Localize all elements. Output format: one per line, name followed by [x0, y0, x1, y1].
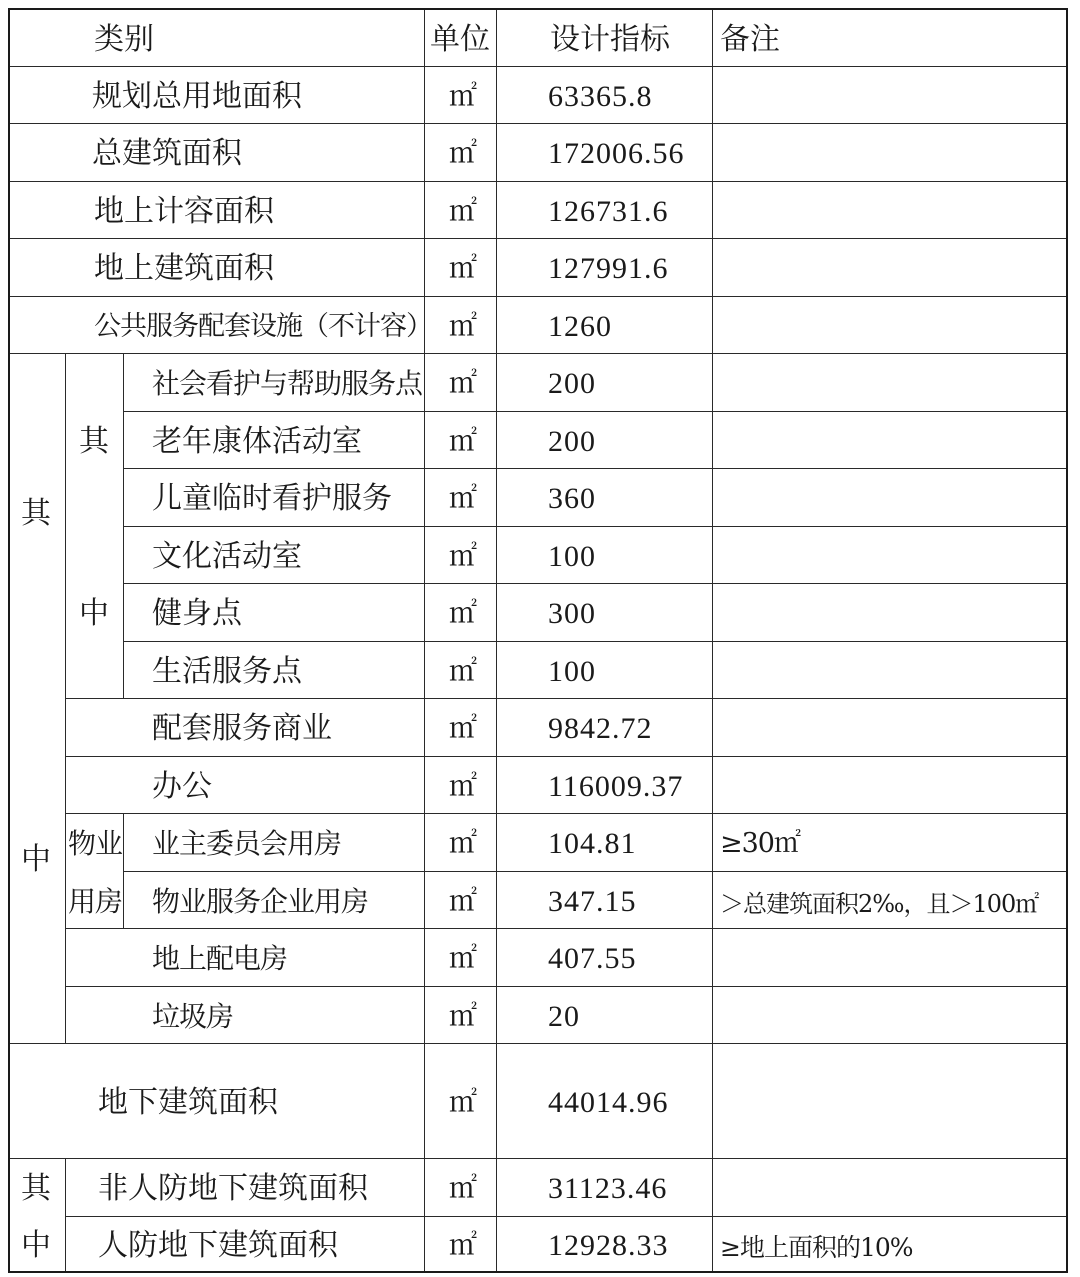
row-unit: ㎡ — [449, 886, 478, 917]
row-value: 200 — [548, 425, 596, 458]
row-divider — [65, 986, 1068, 987]
row-divider — [65, 1216, 1068, 1217]
row-divider — [65, 756, 1068, 757]
column-divider — [712, 10, 713, 1273]
row-unit: ㎡ — [449, 771, 478, 802]
column-divider — [123, 813, 124, 928]
row-unit: ㎡ — [449, 1087, 478, 1118]
row-divider — [10, 181, 1068, 182]
row-unit: ㎡ — [449, 311, 478, 342]
group-label-under-zhong: 中 — [21, 1228, 51, 1263]
row-unit: ㎡ — [449, 483, 478, 514]
group-label-outer-qi: 其 — [21, 496, 51, 531]
group-label-property-line2: 用房 — [68, 885, 123, 918]
row-unit: ㎡ — [449, 713, 478, 744]
row-remark: ≥30㎡ — [720, 828, 800, 859]
column-divider — [424, 10, 425, 1273]
header-category: 类别 — [94, 22, 154, 57]
row-divider — [10, 353, 1068, 354]
row-label: 非人防地下建筑面积 — [98, 1171, 368, 1206]
row-value: 300 — [548, 597, 596, 630]
header-remarks: 备注 — [720, 22, 780, 57]
row-label: 健身点 — [152, 596, 242, 631]
row-value: 100 — [548, 540, 596, 573]
row-unit: ㎡ — [449, 81, 478, 112]
group-label-property-line1: 物业 — [68, 827, 123, 860]
row-label: 办公 — [152, 769, 212, 804]
column-divider — [123, 353, 124, 698]
row-unit: ㎡ — [449, 368, 478, 399]
row-value: 407.55 — [548, 942, 637, 975]
row-unit: ㎡ — [449, 1001, 478, 1032]
row-label: 地上配电房 — [152, 942, 288, 975]
row-divider — [123, 411, 1068, 412]
header-design-index: 设计指标 — [550, 22, 670, 57]
row-value: 100 — [548, 655, 596, 688]
row-value: 127991.6 — [548, 252, 669, 285]
row-value: 360 — [548, 482, 596, 515]
row-divider — [123, 468, 1068, 469]
row-unit: ㎡ — [449, 1230, 478, 1261]
row-remark: ≥地上面积的10% — [720, 1233, 913, 1262]
row-value: 20 — [548, 1000, 580, 1033]
row-value: 9842.72 — [548, 712, 653, 745]
row-label: 配套服务商业 — [152, 711, 332, 746]
row-unit: ㎡ — [449, 426, 478, 457]
column-divider — [65, 1158, 66, 1273]
row-unit: ㎡ — [449, 656, 478, 687]
row-label: 垃圾房 — [152, 1000, 234, 1033]
row-divider — [10, 1158, 1068, 1159]
row-label: 地上计容面积 — [94, 194, 274, 229]
row-label: 人防地下建筑面积 — [98, 1228, 338, 1263]
row-divider — [10, 238, 1068, 239]
row-divider — [123, 871, 1068, 872]
row-label: 社会看护与帮助服务点 — [152, 367, 423, 400]
row-value: 104.81 — [548, 827, 637, 860]
row-divider — [65, 928, 1068, 929]
row-label: 规划总用地面积 — [92, 79, 302, 114]
row-label: 生活服务点 — [152, 654, 302, 689]
row-value: 44014.96 — [548, 1086, 669, 1119]
column-divider — [496, 10, 497, 1273]
row-remark: ＞总建筑面积2‰，且＞100㎡ — [720, 890, 1039, 918]
row-divider — [123, 526, 1068, 527]
row-unit: ㎡ — [449, 196, 478, 227]
row-divider — [123, 583, 1068, 584]
row-value: 12928.33 — [548, 1229, 669, 1262]
row-divider — [10, 66, 1068, 67]
row-unit: ㎡ — [449, 1173, 478, 1204]
row-unit: ㎡ — [449, 541, 478, 572]
group-label-outer-zhong: 中 — [21, 842, 51, 877]
row-value: 116009.37 — [548, 770, 684, 803]
column-divider — [65, 353, 66, 1043]
row-value: 347.15 — [548, 885, 637, 918]
group-label-under-qi: 其 — [21, 1171, 51, 1206]
group-label-inner-qi: 其 — [79, 424, 109, 459]
row-unit: ㎡ — [449, 943, 478, 974]
group-label-inner-zhong: 中 — [79, 596, 109, 631]
row-label: 地下建筑面积 — [98, 1085, 278, 1120]
row-value: 31123.46 — [548, 1172, 668, 1205]
row-label: 总建筑面积 — [92, 136, 242, 171]
row-divider — [10, 296, 1068, 297]
row-divider — [65, 698, 1068, 699]
row-unit: ㎡ — [449, 828, 478, 859]
row-unit: ㎡ — [449, 138, 478, 169]
row-label: 老年康体活动室 — [152, 424, 362, 459]
row-divider — [65, 813, 1068, 814]
row-divider — [10, 123, 1068, 124]
row-label: 儿童临时看护服务 — [152, 481, 392, 516]
row-divider — [10, 1043, 1068, 1044]
header-unit: 单位 — [430, 22, 490, 57]
row-value: 126731.6 — [548, 195, 669, 228]
row-unit: ㎡ — [449, 253, 478, 284]
row-label: 地上建筑面积 — [94, 251, 274, 286]
row-value: 1260 — [548, 310, 612, 343]
row-label: 公共服务配套设施（不计容） — [94, 311, 432, 342]
row-value: 63365.8 — [548, 80, 653, 113]
design-index-table — [8, 8, 1068, 1273]
row-label: 物业服务企业用房 — [152, 885, 369, 918]
row-value: 172006.56 — [548, 137, 685, 170]
row-unit: ㎡ — [449, 598, 478, 629]
row-label: 文化活动室 — [152, 539, 302, 574]
row-divider — [123, 641, 1068, 642]
row-value: 200 — [548, 367, 596, 400]
row-label: 业主委员会用房 — [152, 827, 342, 860]
